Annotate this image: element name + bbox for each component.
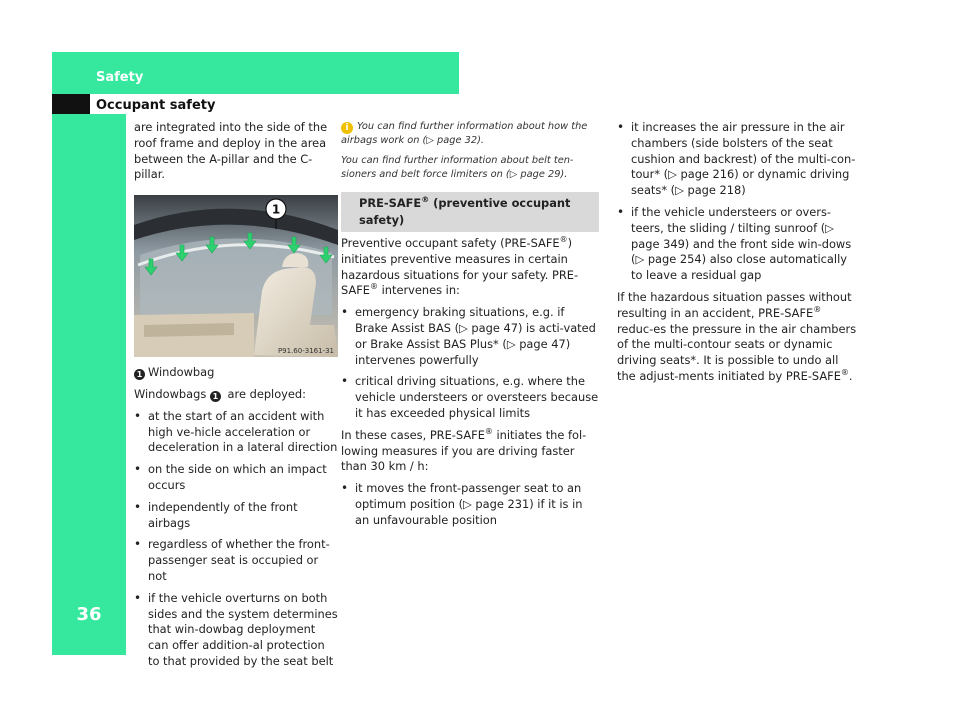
list-item: • on the side on which an impact occurs [134, 462, 338, 494]
column-1 [134, 120, 338, 676]
column-3 [617, 120, 857, 391]
deploy-number: 1 [210, 391, 221, 402]
text-span: initiates the fol-lowing measures if you are driving faster than 30 km / h: [341, 427, 587, 474]
figure-legend [134, 365, 338, 381]
left-margin-strip [52, 114, 126, 655]
list-item: • if the vehicle overturns on both sides and the system determines that win-dowbag deployment can offer addition-al protection to that provided by the seat belt [134, 591, 338, 670]
text-span: . [848, 368, 853, 383]
page-title: Occupant safety [96, 98, 216, 113]
note-airbags [341, 120, 599, 148]
text-span: If the hazardous situation passes without resulting in an accident, PRE-SAFE [617, 289, 852, 320]
text-span: ) initiates preventive measures in certain hazardous situations for your safety. PRE-SAFE [341, 236, 579, 298]
deploy-intro [134, 387, 338, 403]
registered-mark: ® [421, 195, 430, 205]
list-item: • emergency braking situations, e.g. if Brake Assist BAS (▷ page 47) is acti-vated or Brake Assist BAS Plus* (▷ page 47) intervenes powerfully [341, 305, 599, 368]
registered-mark: ® [369, 282, 378, 292]
page-number: 36 [76, 604, 102, 625]
list-item: • it moves the front-passenger seat to an optimum position (▷ page 231) if it is in an unfavourable position [341, 481, 599, 528]
list-item: • regardless of whether the front-passenger seat is occupied or not [134, 537, 338, 584]
section-title: Safety [96, 70, 144, 85]
closing-paragraph [617, 290, 857, 385]
heading-part: (preventive occupant safety) [359, 196, 571, 227]
deploy-post: are deployed: [223, 386, 307, 401]
column-2 [341, 120, 599, 535]
list-item: • if the vehicle understeers or overs-teers, the sliding / tilting sunroof (▷ page 349) and the front side win-dows (▷ page 254) also close automatically to leave a residual gap [617, 205, 857, 284]
list-item: • independently of the front airbags [134, 500, 338, 532]
text-span: intervenes in: [377, 283, 460, 298]
list-item: • at the start of an accident with high ve-hicle acceleration or deceleration in a lateral direction [134, 409, 338, 456]
text-span: In these cases, PRE-SAFE [341, 427, 485, 442]
registered-mark: ® [559, 235, 568, 245]
heading-part: PRE-SAFE [359, 196, 422, 210]
windowbag-illustration [134, 195, 338, 357]
list-item: • critical driving situations, e.g. where the vehicle understeers or oversteers because it has exceeded physical limits [341, 374, 599, 421]
windowbag-figure [134, 195, 338, 357]
registered-mark: ® [484, 426, 493, 436]
registered-mark: ® [813, 304, 822, 314]
registered-mark: ® [840, 368, 849, 378]
list-item: • it increases the air pressure in the air chambers (side bolsters of the seat cushion and backrest) of the multi-con-tour* (▷ page 216) or dynamic driving seats* (▷ page 218) [617, 120, 857, 199]
figure-code: P91.60-3161-31 [277, 347, 334, 356]
text-span: reduc-es the pressure in the air chambers of the multi-contour seats or dynamic driving seats*. It is possible to undo all the adjust-ments initiated by PRE-SAFE [617, 321, 857, 383]
note-belt: You can find further information about belt ten-sioners and belt force limiters on (▷ page 29). [341, 155, 574, 180]
legend-text: Windowbag [148, 365, 215, 380]
pre-safe-intro [341, 236, 599, 299]
text-span: Preventive occupant safety (PRE-SAFE [341, 236, 560, 250]
info-icon: i [341, 122, 353, 134]
measures-intro [341, 428, 599, 475]
header-marker [52, 94, 90, 114]
note-text: You can find further information about how the airbags work on (▷ page 32). [341, 121, 588, 146]
figure-callout: 1 [271, 202, 281, 217]
intro-text: are integrated into the side of the roof frame and deploy in the area between the A-pillar and the C-pillar. [134, 120, 328, 182]
legend-number: 1 [134, 369, 145, 380]
pre-safe-heading [341, 192, 599, 232]
deploy-pre: Windowbags [134, 386, 210, 401]
